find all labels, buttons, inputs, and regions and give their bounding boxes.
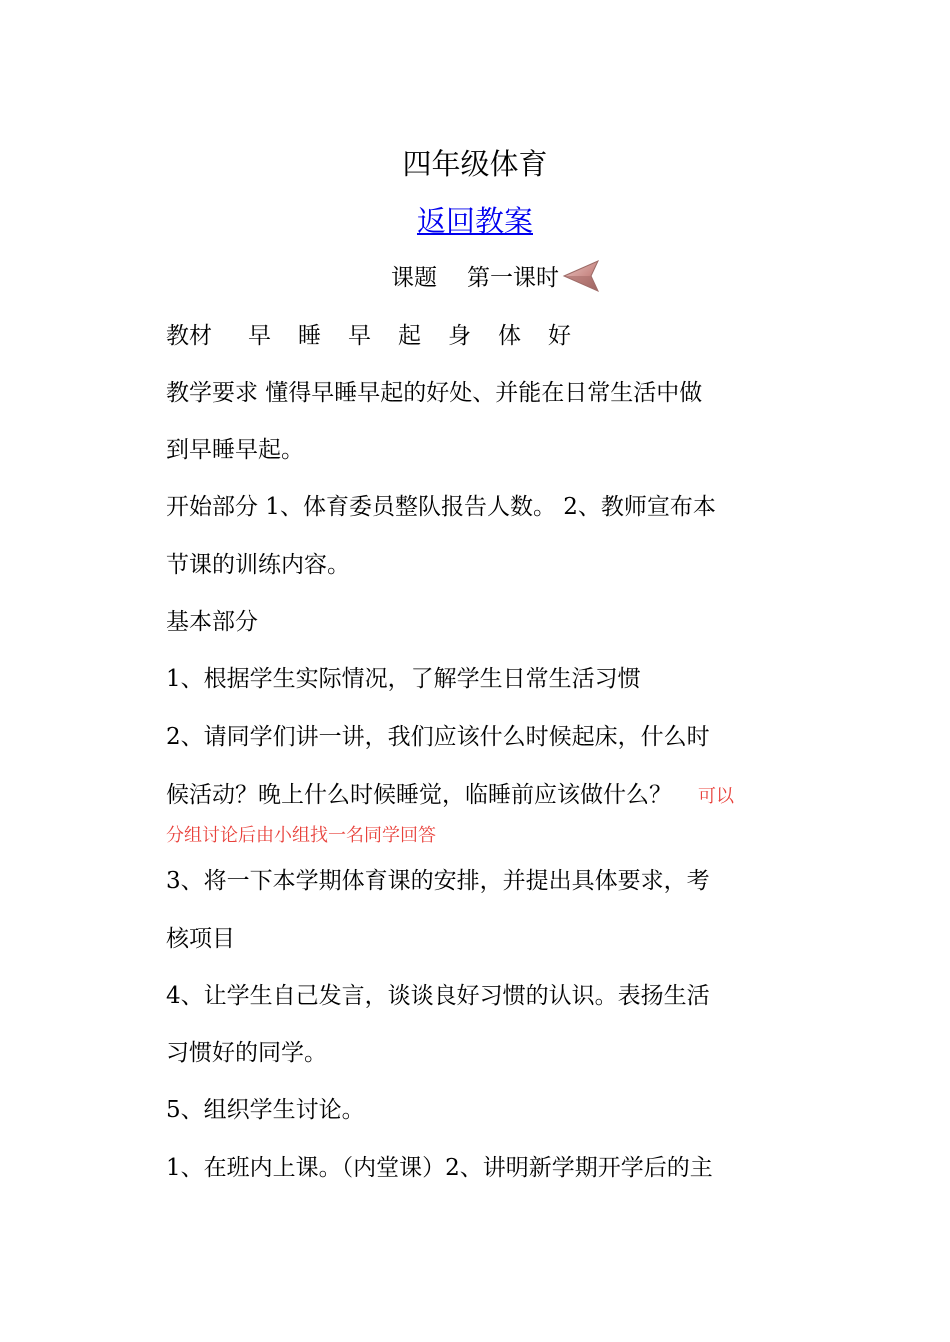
start-section-line-2: 节课的训练内容。: [166, 552, 350, 578]
page-title: 四年级体育: [402, 147, 548, 181]
material-char: 早: [248, 323, 271, 349]
basic-section-heading: 基本部分: [166, 609, 258, 635]
lesson-name: 第一课时: [467, 265, 559, 291]
left-arrow-icon[interactable]: [562, 259, 602, 293]
item-4-line-2: 习惯好的同学。: [166, 1040, 327, 1066]
lesson-heading: [0, 261, 950, 295]
teacher-note: 分组讨论后由小组找一名同学回答: [166, 825, 436, 846]
requirement-line-1: 教学要求 懂得早睡早起的好处、并能在日常生活中做: [166, 380, 703, 406]
item-4-line-1: 4、让学生自己发言，谈谈良好习惯的认识。表扬生活: [166, 983, 710, 1009]
material-line: [166, 319, 796, 353]
material-char: 好: [548, 323, 571, 349]
back-link-row: [0, 201, 950, 241]
back-to-lesson-plans-link[interactable]: 返回教案: [416, 204, 533, 238]
material-char: 起: [398, 323, 421, 349]
lesson-label: 课题: [391, 265, 437, 291]
material-char: 身: [448, 323, 471, 349]
material-char: 睡: [298, 323, 321, 349]
item-1: 1、根据学生实际情况，了解学生日常生活习惯: [166, 666, 641, 692]
item-2-line-1: 2、请同学们讲一讲，我们应该什么时候起床，什么时: [166, 724, 710, 750]
teacher-note-start: 可以: [698, 786, 734, 807]
item-2-line-2: [166, 778, 796, 814]
closing-line: 1、在班内上课。（内堂课）2、讲明新学期开学后的主: [166, 1155, 713, 1181]
material-label: 教材: [166, 323, 212, 349]
material-char: 早: [348, 323, 371, 349]
material-char: 体: [498, 323, 521, 349]
item-5: 5、组织学生讨论。: [166, 1097, 365, 1123]
start-section-line-1: 开始部分 1、体育委员整队报告人数。 2、教师宣布本: [166, 494, 716, 520]
item-3-line-2: 核项目: [166, 926, 235, 952]
item-3-line-1: 3、将一下本学期体育课的安排，并提出具体要求，考: [166, 868, 710, 894]
item-2-question: 候活动？晚上什么时候睡觉，临睡前应该做什么？: [166, 782, 672, 808]
requirement-line-2: 到早睡早起。: [166, 437, 304, 463]
